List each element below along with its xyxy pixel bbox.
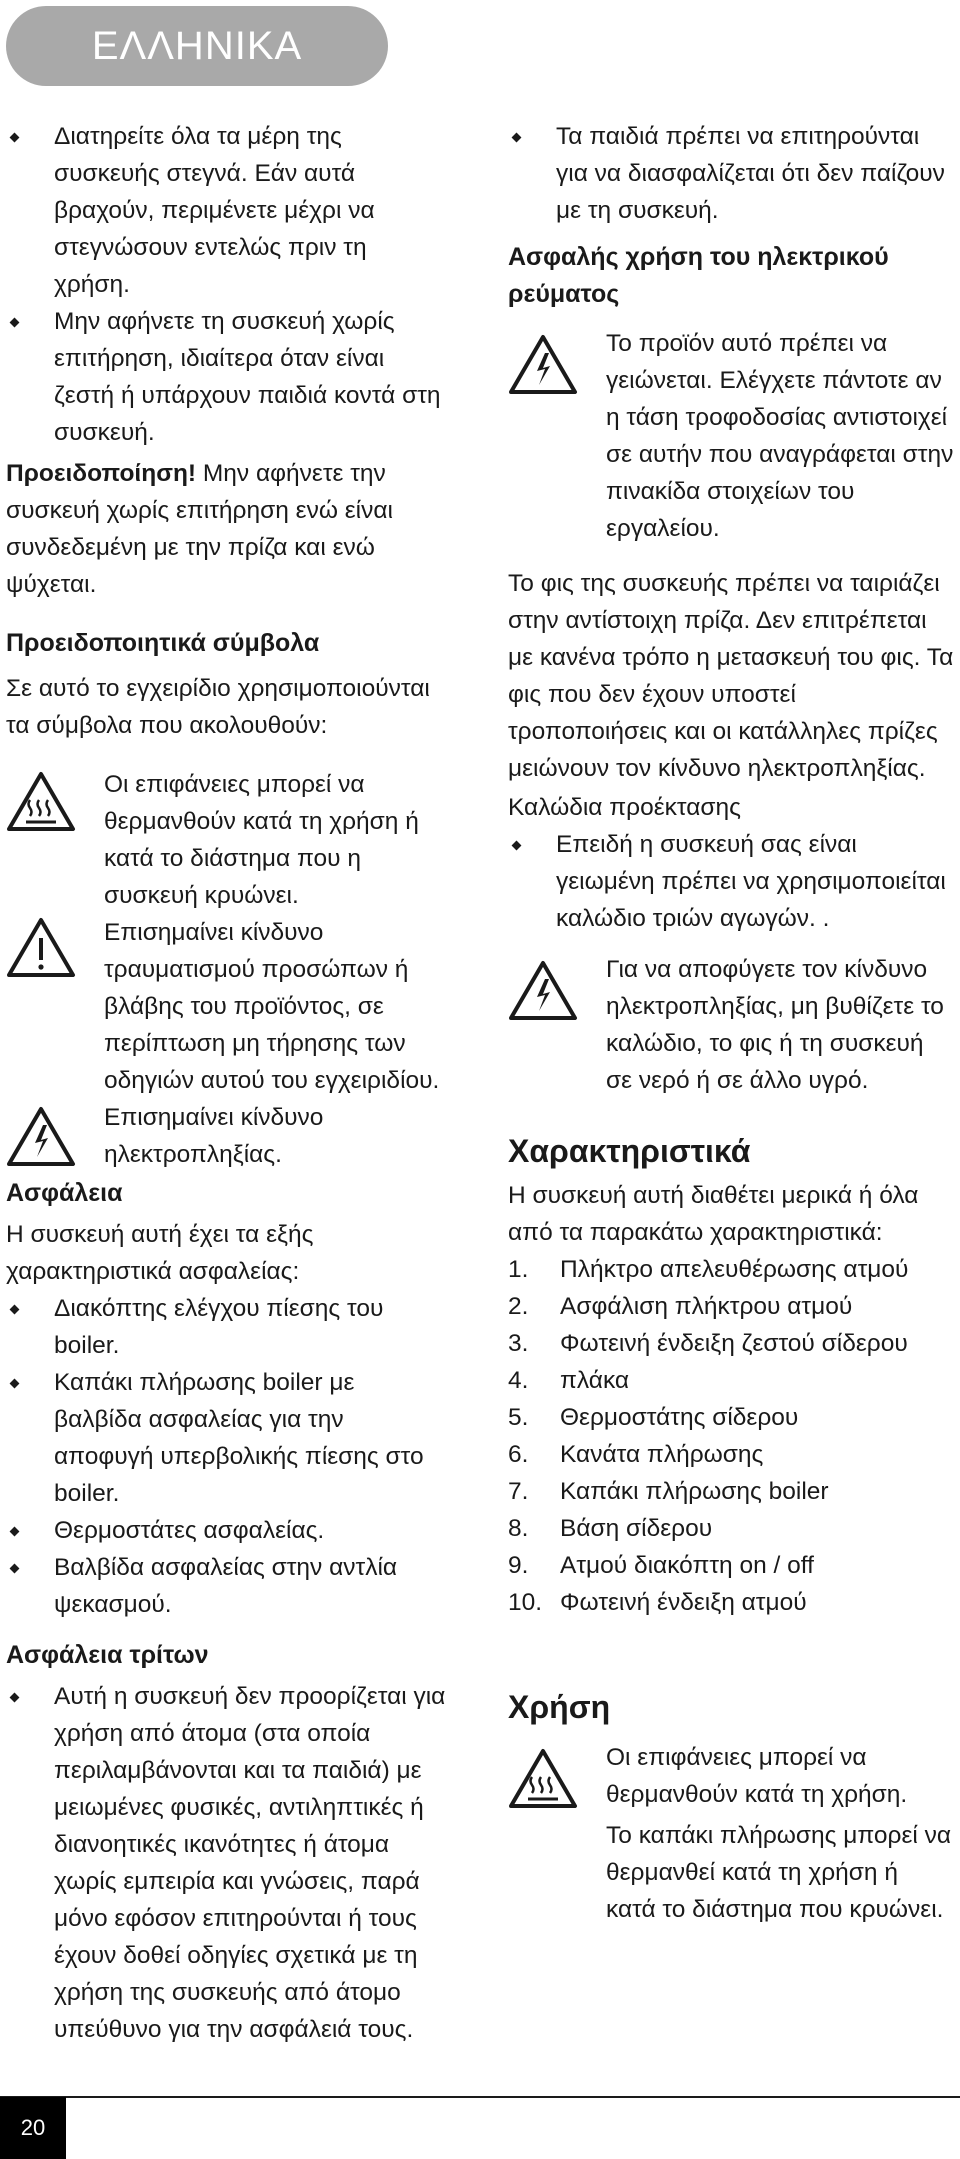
hot-surface-text: Οι επιφάνειες μπορεί να θερμανθούν κατά τη χρήση ή κατά το διάστημα που η συσκευή κρυώνει. [104, 771, 419, 909]
safety-heading: Ασφάλεια [6, 1179, 123, 1207]
symbol-general-warning [6, 914, 446, 1099]
feature-item: 10. Φωτεινή ένδειξη ατμού [508, 1589, 807, 1616]
symbol-use-hot [508, 1739, 954, 1928]
use-text-block [606, 1739, 954, 1928]
electric-safety-heading: Ασφαλής χρήση του ηλεκτρικού ρεύματος [508, 243, 889, 308]
symbols-heading: Προειδοποιητικά σύμβολα [6, 629, 320, 657]
use-lid-text: Το καπάκι πλήρωσης μπορεί να θερμανθεί κατά τη χρήση ή κατά το διάστημα που κρυώνει. [606, 1822, 952, 1923]
general-warning-text: Επισημαίνει κίνδυνο τραυματισμού προσώπων ή βλάβης του προϊόντος, σε περίπτωση μη τήρησης των οδηγιών αυτού του εγχειριδίου. [104, 919, 440, 1094]
lightning-warning-icon [508, 325, 606, 400]
language-label: ΕΛΛΗΝΙΚΑ [6, 6, 388, 86]
use-heading: Χρήση [508, 1689, 611, 1725]
footer-divider [0, 2096, 960, 2098]
bullet-unattended: Μην αφήνετε τη συσκευή χωρίς επιτήρηση, ιδιαίτερα όταν είναι ζεστή ή υπάρχουν παιδιά κοντά στη συσκευή. [6, 303, 446, 451]
feature-item: 2. Ασφάλιση πλήκτρου ατμού [508, 1293, 853, 1320]
feature-item: 1. Πλήκτρο απελευθέρωσης ατμού [508, 1256, 909, 1283]
features-intro: Η συσκευή αυτή διαθέτει μερικά ή όλα από τα παρακάτω χαρακτηριστικά: [508, 1182, 919, 1246]
use-hot-text: Οι επιφάνειες μπορεί να θερμανθούν κατά τη χρήση. [606, 1744, 908, 1808]
warning-label: Προειδοποίηση! [6, 460, 197, 487]
safety-item: Διακόπτης ελέγχου πίεσης του boiler. [6, 1290, 446, 1364]
left-column [6, 118, 446, 2048]
warning-text: Μην αφήνετε την συσκευή χωρίς επιτήρηση ενώ είναι συνδεδεμένη με την πρίζα και ενώ ψύχεται. [6, 460, 393, 598]
lightning-warning-icon [508, 951, 606, 1026]
symbol-electric-shock [6, 1099, 446, 1173]
features-heading: Χαρακτηριστικά [508, 1133, 751, 1169]
safety-item: Βαλβίδα ασφαλείας στην αντλία ψεκασμού. [6, 1549, 446, 1623]
exclamation-warning-icon [6, 914, 104, 983]
safety-item: Καπάκι πλήρωσης boiler με βαλβίδα ασφαλείας για την αποφυγή υπερβολικής πίεσης στο boiler. [6, 1364, 446, 1512]
lightning-warning-icon [6, 1099, 104, 1172]
grounding-text: Το προϊόν αυτό πρέπει να γειώνεται. Ελέγχετε πάντοτε αν η τάση τροφοδοσίας αντιστοιχεί σε αυτήν που αναγράφεται στην πινακίδα στοιχείων του εργαλείου. [606, 330, 954, 542]
hot-surface-icon [508, 1739, 606, 1814]
symbols-intro: Σε αυτό το εγχειρίδιο χρησιμοποιούνται τα σύμβολα που ακολουθούν: [6, 675, 430, 739]
symbol-grounding [508, 325, 954, 547]
feature-item: 9. Ατμού διακόπτη on / off [508, 1552, 814, 1579]
water-text: Για να αποφύγετε τον κίνδυνο ηλεκτροπληξίας, μη βυθίζετε το καλώδιο, το φις ή τη συσκευή σε νερό ή σε άλλο υγρό. [606, 956, 944, 1094]
bullet-keep-dry: Διατηρείτε όλα τα μέρη της συσκευής στεγνά. Εάν αυτά βραχούν, περιμένετε μέχρι να στεγνώσουν εντελώς πριν τη χρήση. [6, 118, 446, 303]
electric-shock-text: Επισημαίνει κίνδυνο ηλεκτροπληξίας. [104, 1104, 324, 1168]
extension-item: Επειδή η συσκευή σας είναι γειωμένη πρέπει να χρησιμοποιείται καλώδιο τριών αγωγών. . [508, 826, 954, 937]
plug-paragraph: Το φις της συσκευής πρέπει να ταιριάζει στην αντίστοιχη πρίζα. Δεν επιτρέπεται με κανένα τρόπο η μετασκευή του φις. Τα φις που δεν έχουν υποστεί τροποποιήσεις και οι κατάλληλες πρίζες μειώνουν τον κίνδυνο ηλεκτροπληξίας. [508, 570, 954, 782]
feature-item: 3. Φωτεινή ένδειξη ζεστού σίδερου [508, 1330, 908, 1357]
right-column [508, 118, 954, 1928]
third-party-item: Αυτή η συσκευή δεν προορίζεται για χρήση από άτομα (στα οποία περιλαμβάνονται και τα παιδιά) με μειωμένες φυσικές, αντιληπτικές ή διανοητικές ικανότητες ή άτομα χωρίς εμπειρία και γνώσεις, παρά μόνο εφόσον επιτηρούνται ή τους έχουν δοθεί οδηγίες σχετικά με τη χρήση της συσκευής από άτομο υπεύθυνο για την ασφάλειά τους. [6, 1678, 446, 2048]
feature-item: 7. Καπάκι πλήρωσης boiler [508, 1478, 829, 1505]
feature-item: 5. Θερμοστάτης σίδερου [508, 1404, 799, 1431]
page-number: 20 [0, 2097, 66, 2159]
feature-item: 8. Βάση σίδερου [508, 1515, 713, 1542]
safety-item: Θερμοστάτες ασφαλείας. [6, 1512, 446, 1549]
symbol-water [508, 951, 954, 1099]
extension-heading: Καλώδια προέκτασης [508, 794, 741, 821]
feature-item: 4. πλάκα [508, 1367, 630, 1394]
hot-surface-icon [6, 766, 104, 837]
feature-item: 6. Κανάτα πλήρωσης [508, 1441, 764, 1468]
symbol-hot-surface [6, 766, 446, 914]
third-party-heading: Ασφάλεια τρίτων [6, 1641, 209, 1669]
safety-intro: Η συσκευή αυτή έχει τα εξής χαρακτηριστικά ασφαλείας: [6, 1221, 314, 1285]
bullet-children: Τα παιδιά πρέπει να επιτηρούνται για να διασφαλίζεται ότι δεν παίζουν με τη συσκευή. [508, 118, 954, 229]
warning-paragraph [6, 455, 446, 603]
